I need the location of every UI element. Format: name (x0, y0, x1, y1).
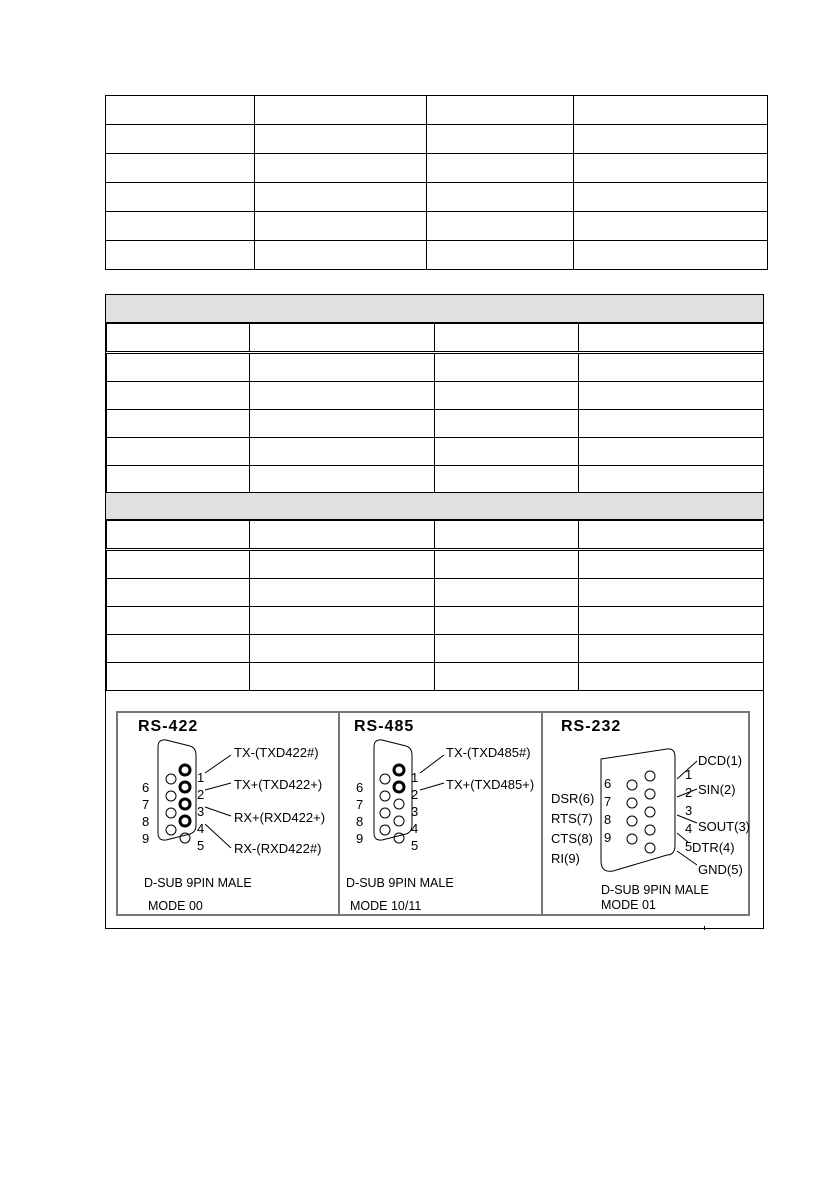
table-cell (435, 353, 579, 382)
table-cell (250, 579, 435, 607)
rs422-pin-8: 8 (142, 814, 150, 829)
rs485-panel (340, 713, 543, 914)
table-row (107, 466, 764, 494)
rs485-pin-1: 1 (411, 770, 419, 785)
table-cell (427, 241, 574, 270)
table-cell (250, 382, 435, 410)
table-cell (579, 635, 764, 663)
table-cell (435, 607, 579, 635)
table-cell (574, 212, 768, 241)
table-cell (435, 521, 579, 550)
table-cell (250, 521, 435, 550)
table-row (107, 353, 764, 382)
table-cell (107, 466, 250, 494)
section-table-2 (106, 520, 764, 691)
table-cell (574, 125, 768, 154)
rs485-pin-8: 8 (356, 814, 364, 829)
table-cell (107, 382, 250, 410)
rs422-mode: MODE 00 (148, 899, 203, 913)
rs422-panel (118, 713, 340, 914)
rs485-pin-9: 9 (356, 831, 364, 846)
table-cell (107, 579, 250, 607)
table-cell (255, 212, 427, 241)
table-cell (579, 607, 764, 635)
table-cell (579, 353, 764, 382)
rs232-pin-3: 3 (685, 803, 693, 818)
table-cell (107, 324, 250, 353)
table-cell (574, 241, 768, 270)
table-cell (250, 635, 435, 663)
table-cell (435, 382, 579, 410)
table-cell (427, 212, 574, 241)
table-cell (427, 96, 574, 125)
rs232-pin-2: 2 (685, 785, 693, 800)
rs422-title: RS-422 (138, 718, 199, 735)
table-cell (579, 410, 764, 438)
rs232-signal-gnd: GND(5) (698, 862, 743, 877)
table-row (106, 183, 768, 212)
section-header-1 (106, 295, 763, 323)
rs422-signal-rx-minus: RX-(RXD422#) (234, 841, 322, 856)
table-cell (435, 663, 579, 691)
rs422-leader-lines (205, 755, 231, 848)
table-cell (435, 579, 579, 607)
rs422-signal-tx-plus: TX+(TXD422+) (234, 777, 323, 792)
table-cell (255, 96, 427, 125)
rs485-dsub-outline (374, 740, 412, 840)
table-row (107, 521, 764, 550)
rs232-title: RS-232 (561, 718, 622, 735)
rs485-title: RS-485 (354, 718, 415, 735)
rs485-pin-6: 6 (356, 780, 364, 795)
rs422-pin-5: 5 (197, 838, 205, 853)
rs422-pins-left (166, 774, 176, 835)
rs422-signal-rx-plus: RX+(RXD422+) (234, 810, 326, 825)
table-row (107, 324, 764, 353)
rs232-pins-left (627, 780, 637, 844)
rs232-pin-6: 6 (604, 776, 612, 791)
table-cell (579, 521, 764, 550)
table-cell (574, 96, 768, 125)
table-row (107, 663, 764, 691)
rs232-connector-type: D-SUB 9PIN MALE (601, 883, 709, 897)
table-cell (107, 353, 250, 382)
table-cell (427, 183, 574, 212)
rs232-signal-dsr: DSR(6) (551, 791, 595, 806)
rs422-pin-1: 1 (197, 770, 205, 785)
rs232-signal-rts: RTS(7) (551, 811, 593, 826)
table-cell (579, 579, 764, 607)
table-cell (107, 550, 250, 579)
table-cell (255, 125, 427, 154)
table-cell (435, 410, 579, 438)
rs232-pin-1: 1 (685, 767, 693, 782)
rs485-signal-tx-plus: TX+(TXD485+) (446, 777, 535, 792)
table-cell (574, 183, 768, 212)
table-row (106, 241, 768, 270)
connector-diagrams (116, 711, 750, 916)
rs232-pin-9: 9 (604, 830, 612, 845)
rs232-signal-cts: CTS(8) (551, 831, 593, 846)
table-cell (250, 410, 435, 438)
rs232-signal-dcd: DCD(1) (698, 753, 743, 768)
rs232-signal-dtr: DTR(4) (692, 840, 735, 855)
table-row (106, 96, 768, 125)
table-cell (106, 125, 255, 154)
rs422-pin-3: 3 (197, 804, 205, 819)
table-row (107, 438, 764, 466)
page-tick-mark (704, 926, 705, 930)
rs485-connector-type: D-SUB 9PIN MALE (346, 876, 454, 890)
rs232-signal-sin: SIN(2) (698, 782, 736, 797)
table-cell (107, 663, 250, 691)
rs485-pin-2: 2 (411, 787, 419, 802)
table-cell (250, 607, 435, 635)
table-cell (579, 382, 764, 410)
table-cell (250, 438, 435, 466)
table-cell (427, 125, 574, 154)
table-cell (106, 96, 255, 125)
table-cell (435, 324, 579, 353)
rs422-pin-9: 9 (142, 831, 150, 846)
table-cell (579, 663, 764, 691)
table-cell (435, 635, 579, 663)
table-row (107, 579, 764, 607)
table-cell (106, 212, 255, 241)
table-cell (579, 466, 764, 494)
table-cell (107, 607, 250, 635)
rs232-dsub-outline (601, 749, 675, 871)
table-cell (255, 154, 427, 183)
table-cell (435, 466, 579, 494)
rs485-pins-left (380, 774, 390, 835)
table-cell (250, 550, 435, 579)
table-cell (107, 635, 250, 663)
rs422-pin-7: 7 (142, 797, 150, 812)
rs232-pins-right (645, 771, 655, 853)
table-cell (106, 183, 255, 212)
rs485-pin-5: 5 (411, 838, 419, 853)
rs422-pin-4: 4 (197, 821, 205, 836)
table-cell (574, 154, 768, 183)
table-cell (107, 438, 250, 466)
rs232-signal-ri: RI(9) (551, 851, 580, 866)
table-row (107, 635, 764, 663)
rs422-pin-6: 6 (142, 780, 150, 795)
table-row (107, 382, 764, 410)
rs422-connector-type: D-SUB 9PIN MALE (144, 876, 252, 890)
table-row (106, 154, 768, 183)
table-cell (427, 154, 574, 183)
rs232-pin-8: 8 (604, 812, 612, 827)
rs485-mode: MODE 10/11 (350, 899, 422, 913)
table-row (107, 607, 764, 635)
table-cell (250, 466, 435, 494)
rs232-mode: MODE 01 (601, 898, 656, 912)
rs485-pin-7: 7 (356, 797, 364, 812)
rs232-pin-5: 5 (685, 839, 693, 854)
table-cell (579, 438, 764, 466)
rs485-pins-right (394, 765, 404, 843)
table-cell (255, 183, 427, 212)
rs232-signal-sout: SOUT(3) (698, 819, 750, 834)
rs232-pin-7: 7 (604, 794, 612, 809)
rs485-pin-4: 4 (411, 821, 419, 836)
rs232-panel (543, 713, 748, 914)
section-header-2 (106, 492, 763, 520)
top-table (105, 95, 768, 270)
table-row (107, 550, 764, 579)
table-cell (107, 410, 250, 438)
table-cell (106, 154, 255, 183)
rs485-leader-lines (420, 755, 444, 790)
rs485-pin-3: 3 (411, 804, 419, 819)
table-cell (435, 550, 579, 579)
table-row (106, 212, 768, 241)
rs422-signal-tx-minus: TX-(TXD422#) (234, 745, 319, 760)
table-cell (107, 521, 250, 550)
rs232-pin-4: 4 (685, 821, 693, 836)
rs485-signal-tx-minus: TX-(TXD485#) (446, 745, 531, 760)
rs422-pin-2: 2 (197, 787, 205, 802)
rs422-pins-right (180, 765, 190, 843)
table-cell (106, 241, 255, 270)
table-cell (435, 438, 579, 466)
section-table-1 (106, 323, 764, 494)
table-cell (250, 353, 435, 382)
table-cell (579, 324, 764, 353)
table-row (106, 125, 768, 154)
table-cell (250, 663, 435, 691)
table-row (107, 410, 764, 438)
table-cell (255, 241, 427, 270)
table-cell (250, 324, 435, 353)
table-cell (579, 550, 764, 579)
